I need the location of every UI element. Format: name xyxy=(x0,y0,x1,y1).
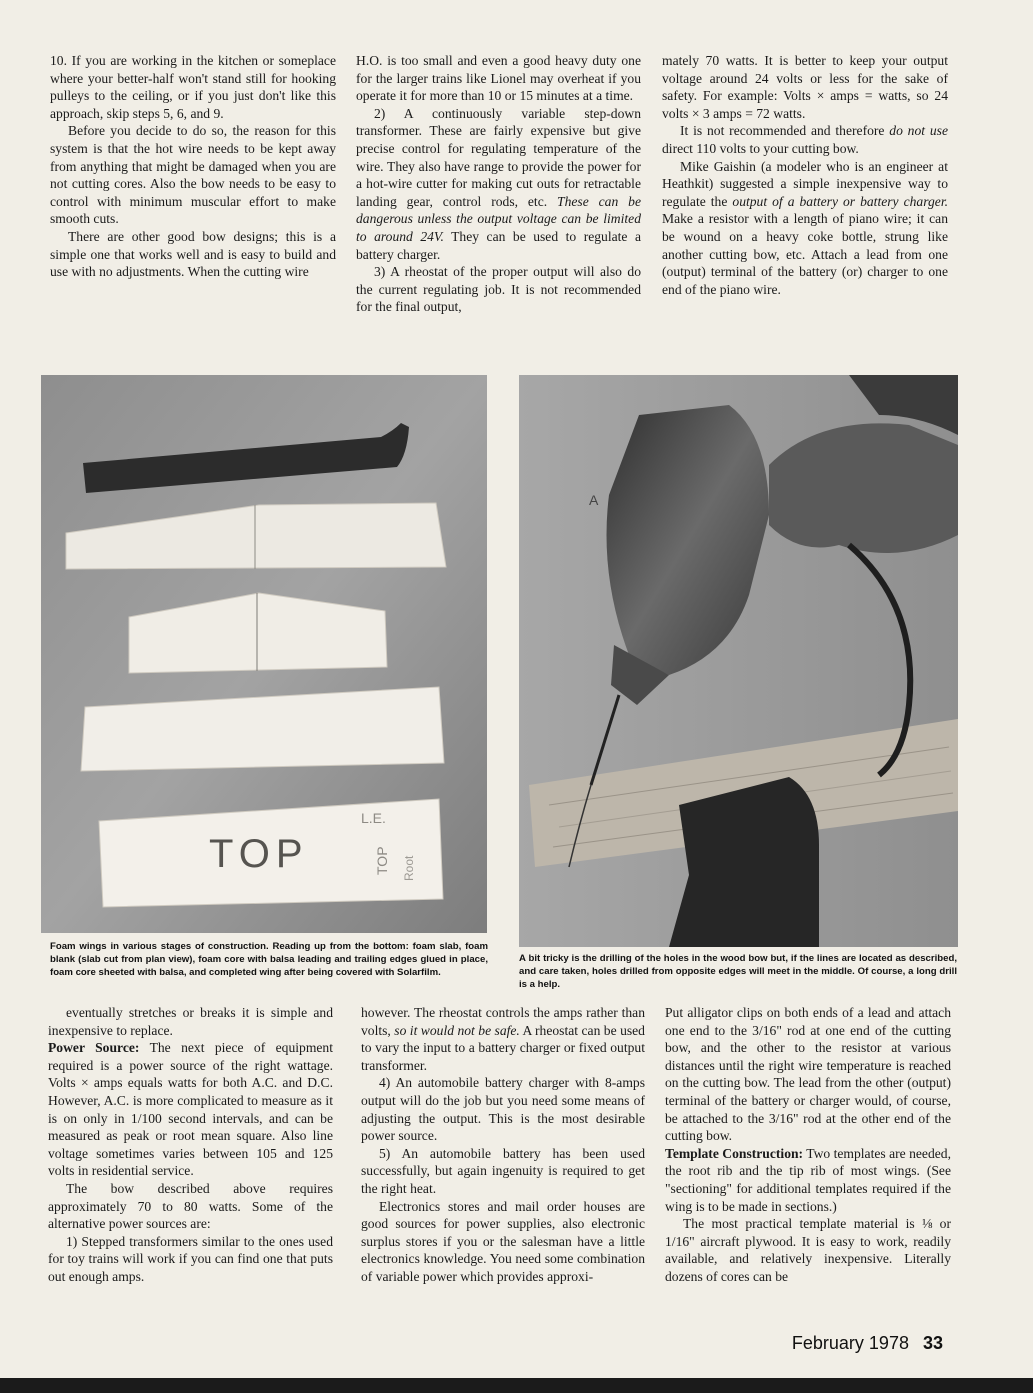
top-column-2 xyxy=(356,52,641,316)
scan-edge xyxy=(0,1378,1033,1393)
italic-warning: These can be dangerous unless the output voltage can be limited to around 24V. xyxy=(356,193,641,244)
paragraph: Put alligator clips on both ends of a lead and attach one end to the 3/16" rod at one end of the cutting bow, and the other to the resistor at various distances until the right wire temperature is reached on the cutting bow. The lead from the other (output) terminal of the battery or charger would, of course, be attached to the 3/16" rod at the other end of the cutting bow. xyxy=(665,1005,951,1144)
paragraph: 1) Stepped transformers similar to the ones used for toy trains will work if you can find one that puts out enough amps. xyxy=(48,1233,333,1284)
paragraph: The bow described above requires approximately 70 to 80 watts. Some of the alternative power sources are: xyxy=(48,1180,333,1232)
section-head: Power Source: xyxy=(48,1040,140,1056)
text-run: It is not recommended and therefore xyxy=(680,123,885,139)
page-footer xyxy=(792,1333,943,1354)
text-run: direct 110 volts to your cutting bow. xyxy=(662,140,859,156)
text-run: Mike Gaishin (a modeler who is an engineer at Heathkit) suggested a simple inexpensive way to regulate the xyxy=(662,158,948,209)
top-column-3 xyxy=(662,52,948,298)
paragraph: 5) An automobile battery has been used successfully, but again ingenuity is required to get the right heat. xyxy=(361,1145,645,1196)
paragraph xyxy=(665,1145,951,1215)
text-run: Make a resistor with a length of piano wire; it can be wound on a heavy coke bottle, strung like another cutting bow, etc. Attach a lead from one (output) terminal of the battery (or) charger to one end of the piano wire. xyxy=(662,211,948,297)
label-le: L.E. xyxy=(361,810,386,826)
left-photo-caption: Foam wings in various stages of construction. Reading up from the bottom: foam slab, foam blank (slab cut from plan view), foam core with balsa leading and trailing edges glued in place, foam core sheeted with balsa, and completed wing after being covered with Solarfilm. xyxy=(50,941,488,978)
paragraph: Electronics stores and mail order houses are good sources for power supplies, also electronic surplus stores if you or the salesman have a little electronics knowledge. You need some combination of variable power which provides approxi- xyxy=(361,1198,645,1284)
label-top: TOP xyxy=(209,832,309,876)
bottom-column-3 xyxy=(665,1004,951,1286)
text-run: A rheostat can be used to vary the input to a battery charger or fixed output transformer. xyxy=(361,1022,645,1073)
text-run: Two templates are needed, the root rib and the tip rib of most wings. (See "sectioning" for additional templates required if the wing is to be made in sections.) xyxy=(665,1145,951,1214)
paragraph: 3) A rheostat of the proper output will also do the current regulating job. It is not recommended for the final output, xyxy=(356,264,641,315)
paragraph: eventually stretches or breaks it is simple and inexpensive to replace. xyxy=(48,1005,333,1038)
paragraph: mately 70 watts. It is better to keep your output voltage around 24 volts or less for the sake of safety. For example: Volts × amps = watts, so 24 volts × 3 amps = 72 watts. xyxy=(662,53,948,121)
foam-wings-illustration xyxy=(41,375,487,933)
label-root: Root xyxy=(402,855,416,881)
paragraph xyxy=(361,1004,645,1074)
paragraph xyxy=(662,122,948,157)
label-a: A xyxy=(589,492,599,508)
paragraph: Before you decide to do so, the reason for this system is that the hot wire needs to be kept away from anything that might be damaged when you are not cutting cores. Also the bow needs to be easy to control with minimum muscular effort to make smooth cuts. xyxy=(50,123,336,227)
drill-illustration xyxy=(519,375,958,947)
paragraph xyxy=(662,158,948,299)
italic-warning: so it would not be safe. xyxy=(394,1022,520,1038)
paragraph: H.O. is too small and even a good heavy duty one for the larger trains like Lionel may overheat if you operate it for more than 10 or 15 minutes at a time. xyxy=(356,53,641,104)
paragraph: The most practical template material is ⅛ or 1/16" aircraft plywood. It is easy to work, readily available, and relatively inexpensive. Literally dozens of cores can be xyxy=(665,1216,951,1284)
section-head: Template Construction: xyxy=(665,1145,804,1161)
paragraph: 4) An automobile battery charger with 8-amps output will do the job but you need some means of adjusting the output. This is the most desirable power source. xyxy=(361,1075,645,1144)
text-run: The next piece of equipment required is a power source of the right wattage. Volts × amps equals watts for both A.C. and D.C. However, A.C. is more complicated to measure as it is on only in 1/100 second intervals, and can be measured as peak or root mean square. Also line voltage sometimes varies between 105 and 125 volts in residential service. xyxy=(48,1040,334,1179)
foam-wings-photo xyxy=(41,375,487,933)
page-number: 33 xyxy=(922,1333,943,1353)
paragraph xyxy=(48,1039,333,1180)
text-run: They can be used to regulate a battery charger. xyxy=(356,228,641,262)
vise xyxy=(669,777,819,947)
issue-date: February 1978 xyxy=(791,1333,909,1353)
right-photo-caption: A bit tricky is the drilling of the holes in the wood bow but, if the lines are located as described, and care taken, holes drilled from opposite edges will meet in the middle. Of course, a long drill is a help. xyxy=(519,953,957,990)
bottom-column-2 xyxy=(361,1004,645,1286)
paragraph xyxy=(356,105,641,263)
label-top-side: TOP xyxy=(374,846,390,875)
text-run: however. The rheostat controls the amps rather than volts, xyxy=(361,1005,645,1038)
paragraph: There are other good bow designs; this is a simple one that works well and is easy to build and use with no adjustments. When the cutting wire xyxy=(50,228,336,280)
bottom-column-1 xyxy=(48,1004,333,1286)
italic-emphasis: output of a battery or battery charger. xyxy=(732,193,948,209)
italic-warning: do not use xyxy=(889,123,948,139)
paragraph: 10. If you are working in the kitchen or someplace where your better-half won't stand still for hooking pulleys to the ceiling, or if you just don't like this approach, skip steps 5, 6, and 9. xyxy=(50,53,336,121)
drill-photo xyxy=(519,375,958,947)
text-run: 2) A continuously variable step-down transformer. These are fairly expensive but give precise control for regulating temperature of the wire. They also have range to provide the power for a hot-wire cutter for making cut outs for retractable landing gear, control rods, etc. xyxy=(356,105,641,209)
top-column-1 xyxy=(50,52,336,281)
